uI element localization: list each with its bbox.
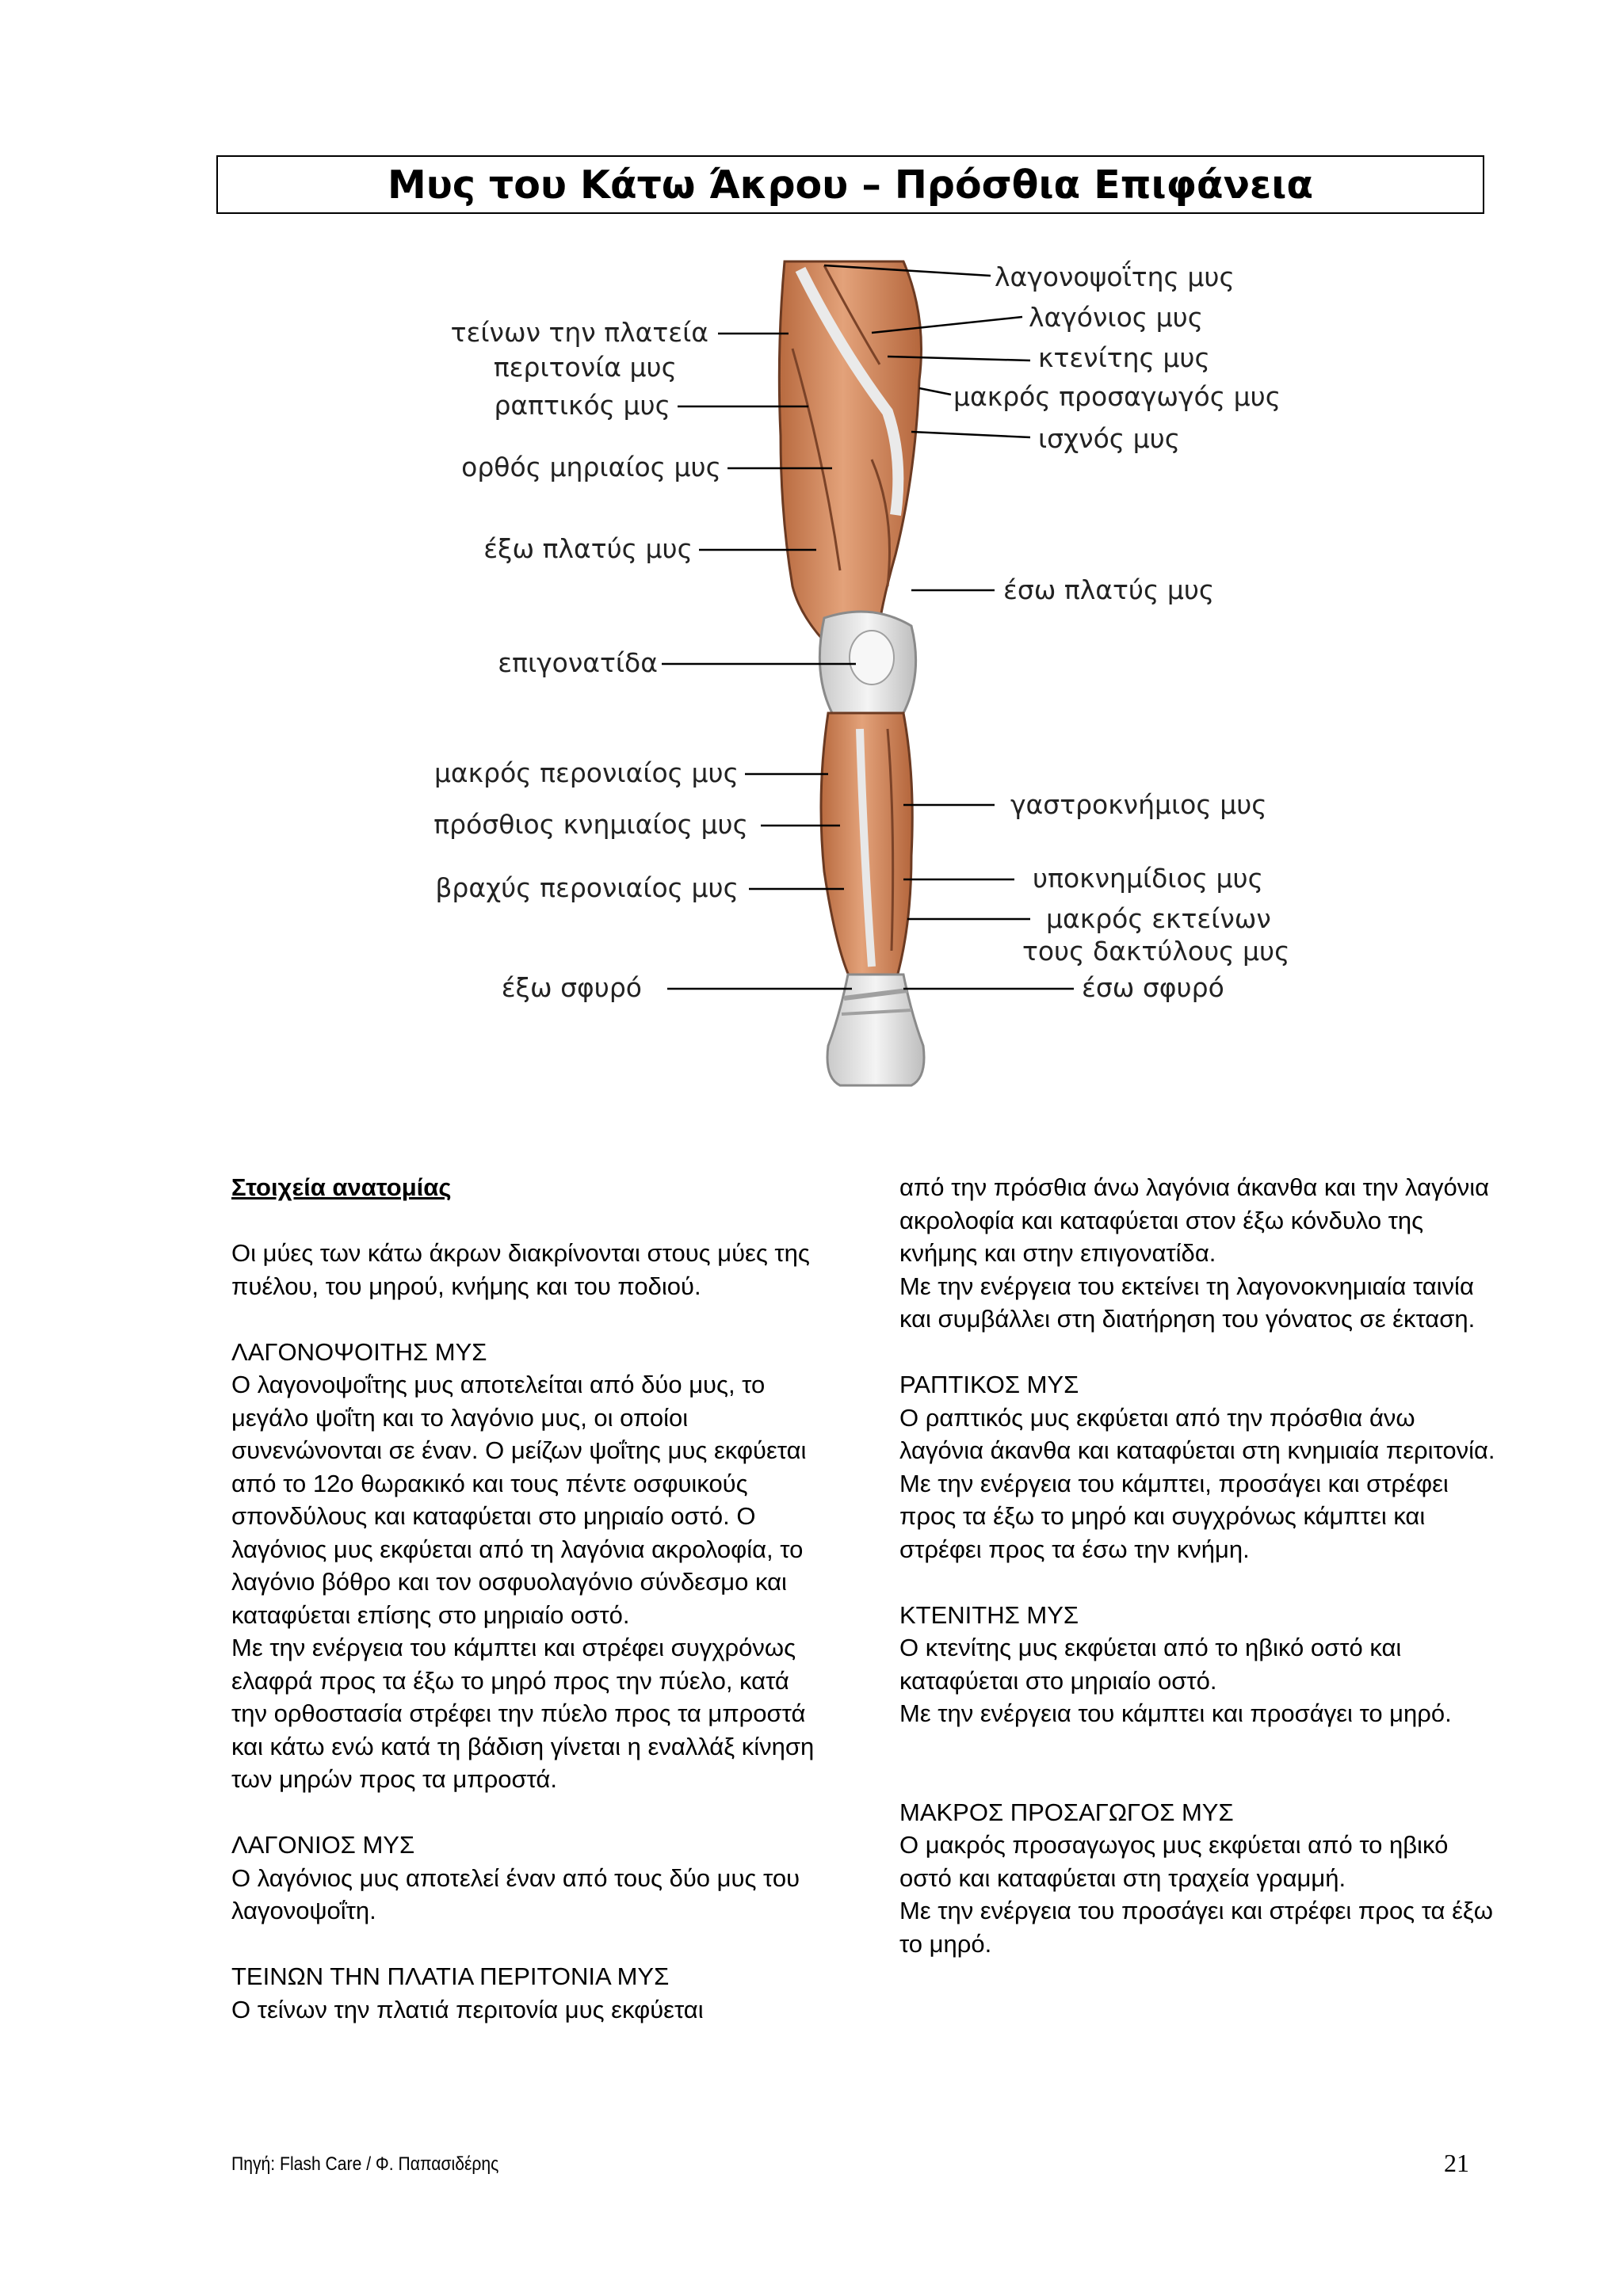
intro-paragraph: Οι μύες των κάτω άκρων διακρίνονται στους μύες της πυέλου, του μηρού, κνήμης και του ποδιού.: [231, 1239, 810, 1300]
adductor-longus-text-1: Ο μακρός προσαγωγος μυς εκφύεται από το ηβικό οστό και καταφύεται στη τραχεία γραμμή.: [899, 1831, 1449, 1892]
sartorius-text-2: Με την ενέργεια του κάμπτει, προσάγει και στρέφει προς τα έξω το μηρό και συγχρόνως κάμπτει και στρέφει προς τα έσω την κνήμη.: [899, 1469, 1449, 1563]
label-tensor-fasciae-latae-1: τείνων την πλατεία: [450, 317, 708, 348]
label-pectineus: κτενίτης μυς: [1038, 342, 1210, 373]
label-peroneus-brevis: βραχύς περονιαίος μυς: [435, 872, 739, 903]
text-column-right: [899, 1171, 1502, 1960]
label-vastus-lateralis: έξω πλατύς μυς: [483, 533, 693, 564]
label-iliacus: λαγόνιος μυς: [1029, 302, 1204, 333]
label-tibialis-anterior: πρόσθιος κνημιαίος μυς: [433, 809, 748, 840]
label-extensor-digitorum-longus-2: τους δακτύλους μυς: [1022, 936, 1290, 967]
label-gracilis: ισχνός μυς: [1038, 423, 1181, 454]
iliacus-heading: ΛΑΓΟΝΙΟΣ ΜΥΣ: [231, 1831, 415, 1859]
label-rectus-femoris: ορθός μηριαίος μυς: [461, 452, 721, 482]
label-soleus: υποκνημίδιος μυς: [1033, 863, 1263, 894]
iliopsoas-heading: ΛΑΓΟΝΟΨΟΙΤΗΣ ΜΥΣ: [231, 1337, 487, 1366]
iliopsoas-text-1: Ο λαγονοψοΐτης μυς αποτελείται από δύο μυς, το μεγάλο ψοΐτη και το λαγόνιο μυς, οι οποίοι συνενώνονται σε έναν. Ο μείζων ψοΐτης μυς εκφύεται από το 12ο θωρακικό και τους πέντε οσφυικούς σπονδύλους και καταφύεται στο μηριαίο οστό. Ο λαγόνιος μυς εκφύεται από τη λαγόνια ακρολοφία, το λαγόνιο βόθρο και τον οσφυολαγόνιο σύνδεσμο και καταφύεται επίσης στο μηριαίο οστό.: [231, 1371, 807, 1629]
label-medial-malleolus: έσω σφυρό: [1082, 972, 1224, 1003]
tfl-text-continued-1: από την πρόσθια άνω λαγόνια άκανθα και την λαγόνια ακρολοφία και καταφύεται στον έξω κόνδυλο της κνήμης και στην επιγονατίδα.: [899, 1173, 1490, 1267]
leg-illustration: [0, 254, 1623, 1093]
iliopsoas-text-2: Με την ενέργεια του κάμπτει και στρέφει συγχρόνως ελαφρά προς τα έξω το μηρό προς την πύελο, κατά την ορθοστασία στρέφει την πύελο προς τα μπροστά και κάτω ενώ κατά τη βάδιση γίνεται η εναλλάξ κίνηση των μηρών προς τα μπροστά.: [231, 1634, 815, 1793]
label-iliopsoas: λαγονοψοΐτης μυς: [995, 261, 1235, 292]
adductor-longus-heading: ΜΑΚΡΟΣ ΠΡΟΣΑΓΩΓΟΣ ΜΥΣ: [899, 1798, 1234, 1826]
page-number: 21: [1444, 2149, 1469, 2177]
text-column-left: [231, 1171, 818, 2026]
label-gastrocnemius: γαστροκνήμιος μυς: [1010, 789, 1267, 820]
leg-muscle-figure: [0, 254, 1623, 1093]
adductor-longus-text-2: Με την ενέργεια του προσάγει και στρέφει προς τα έξω το μηρό.: [899, 1897, 1493, 1958]
label-extensor-digitorum-longus-1: μακρός εκτείνων: [1046, 903, 1271, 934]
sartorius-text-1: Ο ραπτικός μυς εκφύεται από την πρόσθια άνω λαγόνια άκανθα και καταφύεται στη κνημιαία περιτονία.: [899, 1403, 1495, 1464]
foot: [827, 974, 924, 1085]
label-sartorius: ραπτικός μυς: [494, 390, 670, 421]
iliacus-text: Ο λαγόνιος μυς αποτελεί έναν από τους δύο μυς του λαγονοψοΐτη.: [231, 1863, 800, 1924]
label-tensor-fasciae-latae-2: περιτονία μυς: [493, 352, 677, 383]
tfl-text-continued-2: Με την ενέργεια του εκτείνει τη λαγονοκνημιαία ταινία και συμβάλλει στη διατήρηση του γόνατος σε έκταση.: [899, 1272, 1476, 1333]
label-adductor-longus: μακρός προσαγωγός μυς: [953, 381, 1281, 412]
sartorius-heading: ΡΑΠΤΙΚΟΣ ΜΥΣ: [899, 1371, 1079, 1398]
label-lateral-malleolus: έξω σφυρό: [501, 972, 642, 1003]
pectineus-heading: ΚΤΕΝΙΤΗΣ ΜΥΣ: [899, 1600, 1079, 1629]
tfl-text: Ο τείνων την πλατιά περιτονία μυς εκφύεται: [231, 1995, 704, 2023]
pectineus-text-1: Ο κτενίτης μυς εκφύεται από το ηβικό οστό και καταφύεται στο μηριαίο οστό.: [899, 1634, 1402, 1695]
tfl-heading: ΤΕΙΝΩΝ ΤΗΝ ΠΛΑΤΙΑ ΠΕΡΙΤΟΝΙΑ ΜΥΣ: [231, 1962, 670, 1990]
pectineus-text-2: Με την ενέργεια του κάμπτει και προσάγει το μηρό.: [899, 1699, 1452, 1727]
label-patella: επιγονατίδα: [498, 647, 658, 678]
section-heading: Στοιχεία ανατομίας: [231, 1173, 452, 1201]
label-peroneus-longus: μακρός περονιαίος μυς: [433, 757, 739, 788]
label-vastus-medialis: έσω πλατύς μυς: [1003, 574, 1215, 605]
title-box: [216, 155, 1484, 214]
footer-source: Πηγή: Flash Care / Φ. Παπασιδέρης: [231, 2153, 499, 2175]
page-title: Μυς του Κάτω Άκρου – Πρόσθια Επιφάνεια: [387, 162, 1314, 208]
